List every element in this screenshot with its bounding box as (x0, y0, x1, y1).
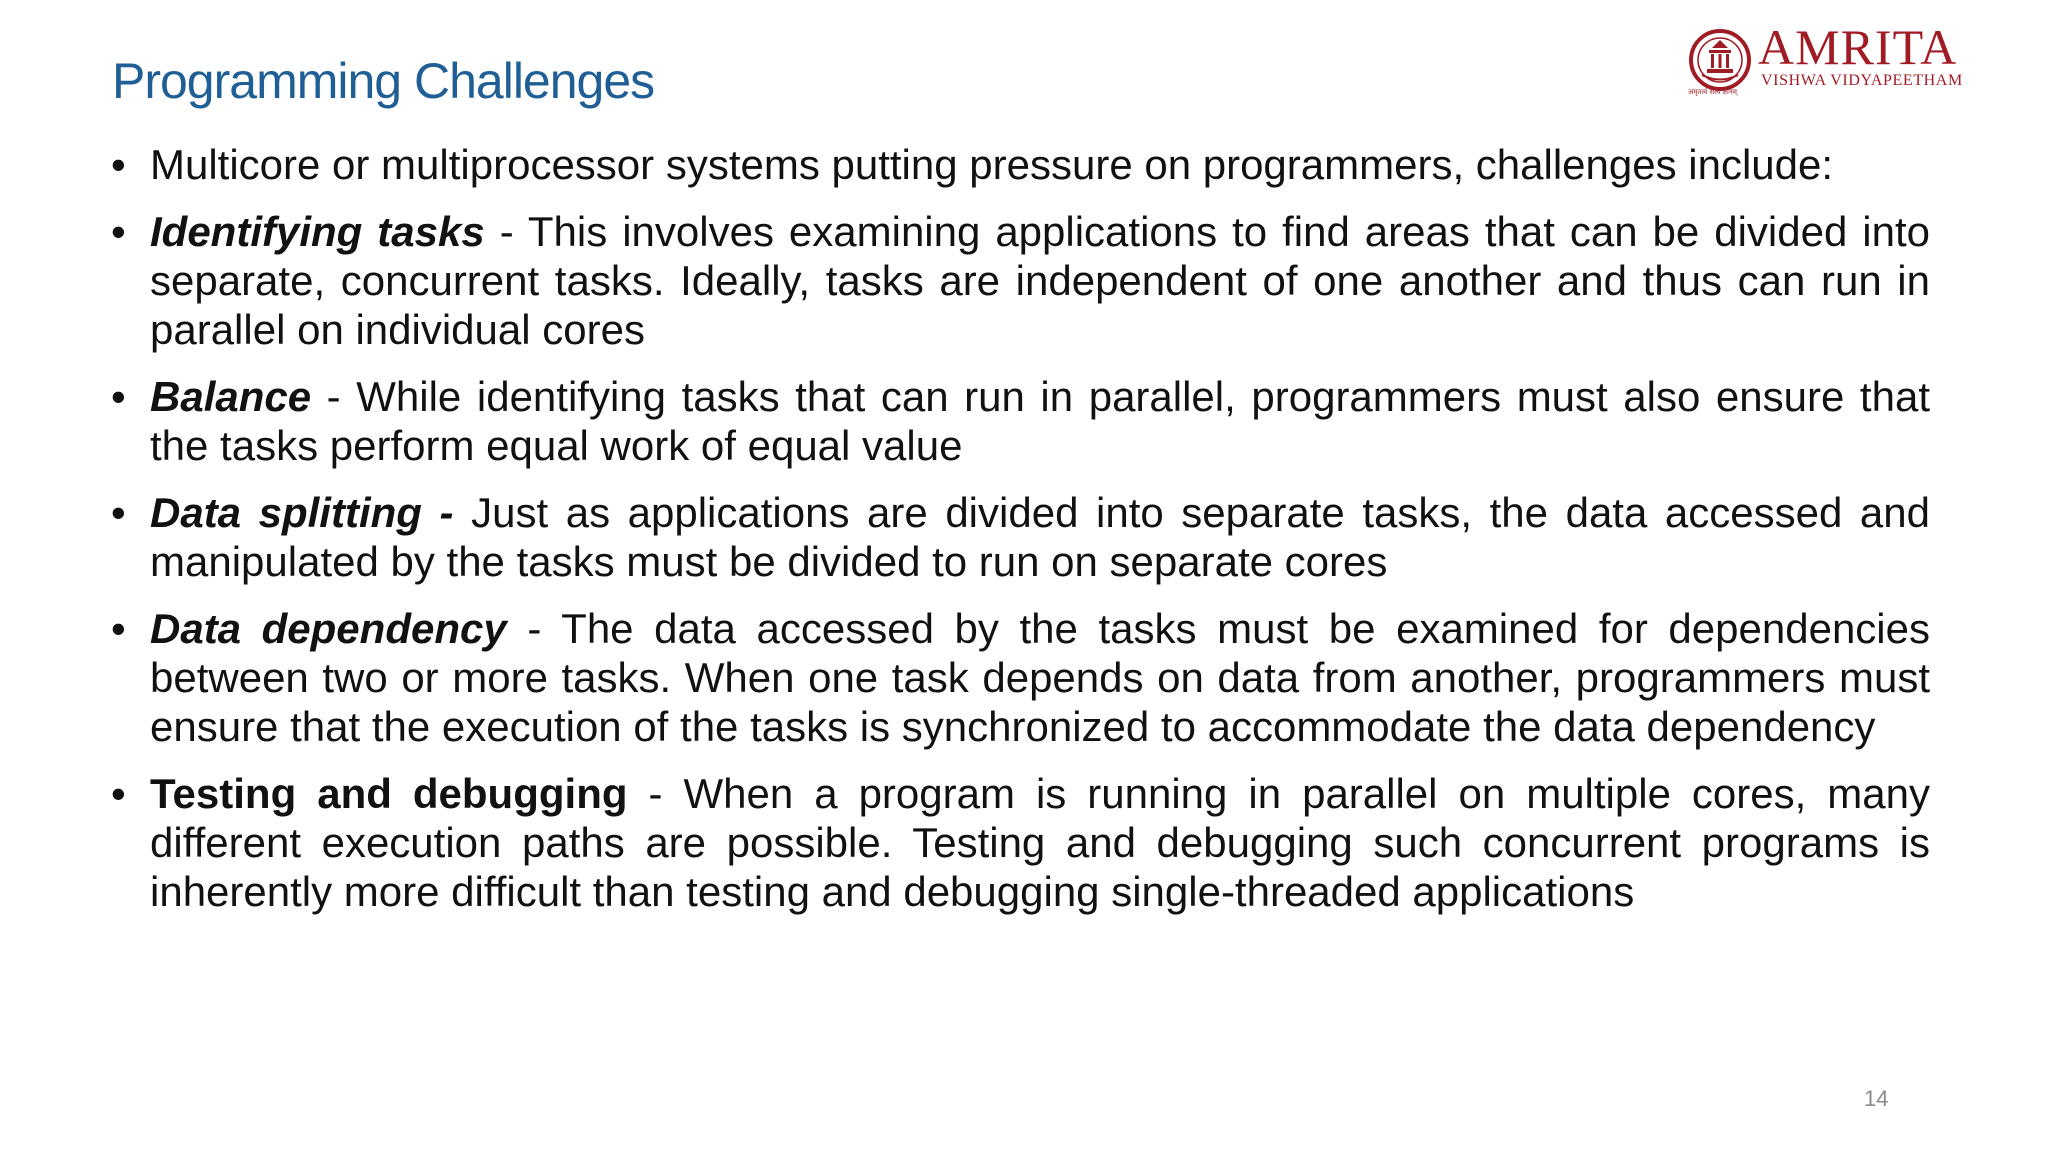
bullet-term: Data dependency (150, 605, 507, 652)
bullet-separator: - (627, 770, 684, 817)
bullet-separator (454, 489, 472, 536)
bullet-item (108, 372, 1930, 470)
bullet-separator: - (506, 605, 562, 652)
logo-name: AMRITA (1758, 19, 1958, 75)
bullet-text: This involves examining applications to find areas that can be divided into separate, concurrent tasks. Ideally, tasks are independent of one another and thus can run in parallel on individual cores (150, 208, 1930, 353)
bullet-term: Identifying tasks (150, 208, 485, 255)
bullet-text: When a program is running in parallel on multiple cores, many different execution paths are possible. Testing and debugging such concurrent programs is inherently more difficult than testing and debugging single-threaded applications (150, 770, 1931, 915)
bullet-term: Data splitting - (150, 489, 454, 536)
bullet-item (108, 207, 1930, 354)
bullet-term: Balance (150, 373, 312, 420)
page-number: 14 (1864, 1086, 1889, 1111)
slide-title: Programming Challenges (112, 53, 655, 109)
bullet-list (108, 140, 1930, 934)
bullet-text: Just as applications are divided into separate tasks, the data accessed and manipulated by the tasks must be divided to run on separate cores (150, 489, 1931, 585)
university-logo (1688, 19, 2036, 96)
bullet-separator: - (484, 208, 528, 255)
bullet-item (108, 769, 1930, 916)
bullet-term: Testing and debugging (150, 770, 628, 817)
bullet-item (108, 140, 1930, 189)
bullet-separator: - (311, 373, 357, 420)
bullet-text: Multicore or multiprocessor systems putting pressure on programmers, challenges include: (150, 141, 1834, 188)
bullet-item (108, 488, 1930, 586)
logo-motto: अमृतत्वं सत्यं ज्ञानम् (1688, 88, 1737, 96)
bullet-text: The data accessed by the tasks must be examined for dependencies between two or more tasks. When one task depends on data from another, programmers must ensure that the execution of the tasks is synchronized to accommodate the data dependency (150, 605, 1930, 750)
bullet-item (108, 604, 1930, 751)
university-seal-icon (1688, 28, 1752, 92)
bullet-text: While identifying tasks that can run in parallel, programmers must also ensure that the tasks perform equal work of equal value (150, 373, 1930, 469)
logo-subtitle: VISHWA VIDYAPEETHAM (1761, 72, 1963, 89)
